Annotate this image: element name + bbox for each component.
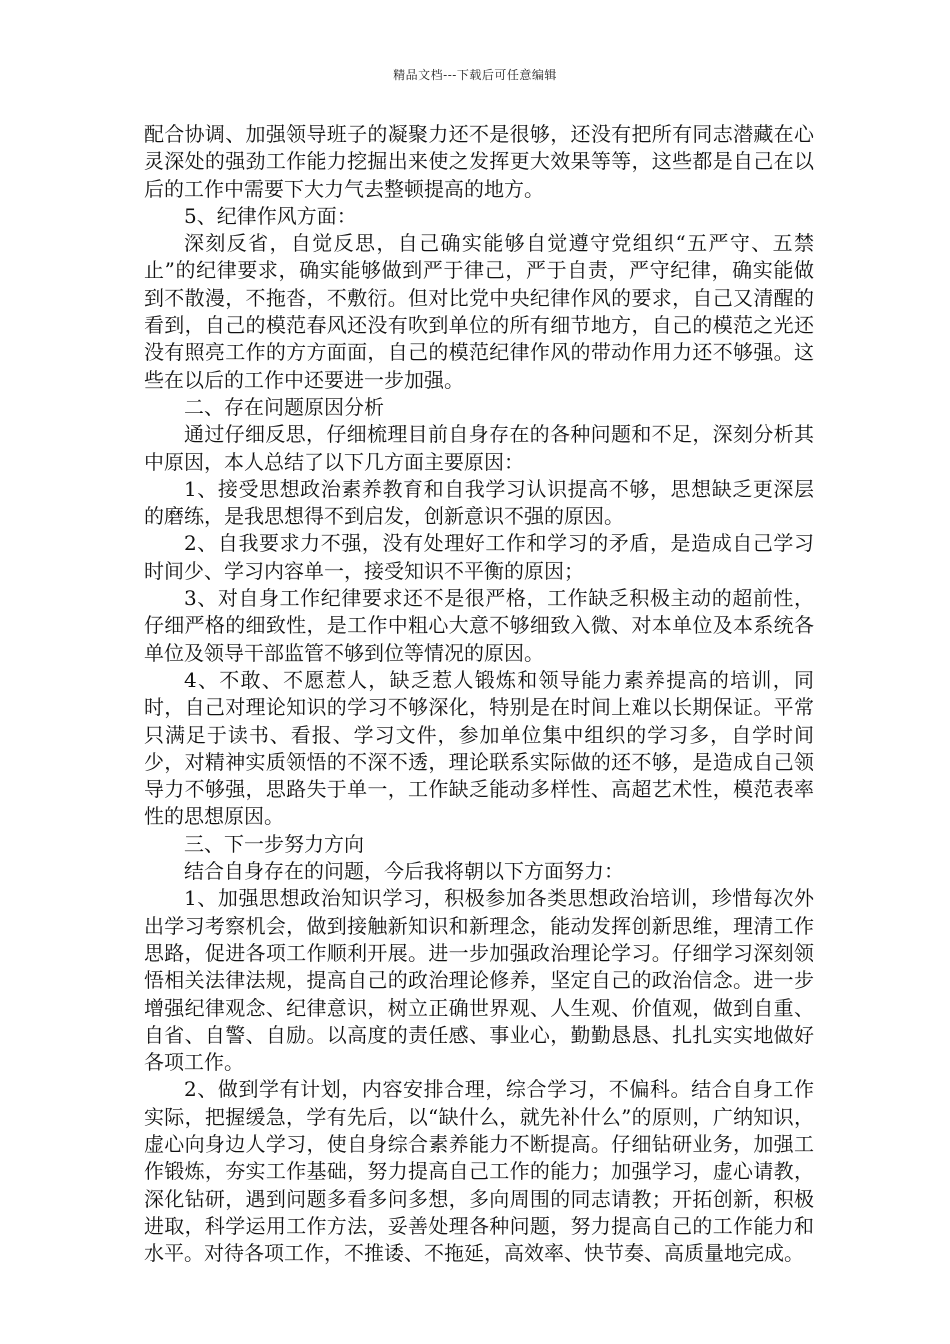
paragraph: 2、做到学有计划，内容安排合理，综合学习，不偏科。结合自身工作实际，把握缓急，学有先后，以“缺什么，就先补什么”的原则，广纳知识，虚心向身边人学习，使自身综合素养能力不断提高。仔细钻研业务，加强工作锻炼，夯实工作基础，努力提高自己工作的能力；加强学习，虚心请教，深化钻研，遇到问题多看多问多想，多向周围的同志请教；开拓创新，积极进取，科学运用工作方法，妥善处理各种问题，努力提高自己的工作能力和水平。对待各项工作，不推诿、不拖延，高效率、快节奏、高质量地完成。 xyxy=(144,1077,814,1266)
paragraph: 3、对自身工作纪律要求还不是很严格，工作缺乏积极主动的超前性，仔细严格的细致性，是工作中粗心大意不够细致入微、对本单位及本系统各单位及领导干部监管不够到位等情况的原因。 xyxy=(144,586,814,665)
paragraph: 1、加强思想政治知识学习，积极参加各类思想政治培训，珍惜每次外出学习考察机会，做到接触新知识和新理念，能动发挥创新思维，理清工作思路，促进各项工作顺利开展。进一步加强政治理论学习。仔细学习深刻领悟相关法律法规，提高自己的政治理论修养，坚定自己的政治信念。进一步增强纪律观念、纪律意识，树立正确世界观、人生观、价值观，做到自重、自省、自警、自励。以高度的责任感、事业心，勤勤恳恳、扎扎实实地做好各项工作。 xyxy=(144,886,814,1075)
paragraph: 结合自身存在的问题，今后我将朝以下方面努力： xyxy=(184,859,624,884)
document-body xyxy=(144,121,814,1267)
page-header: 精品文档---下载后可任意编辑 xyxy=(393,68,557,82)
paragraph: 通过仔细反思，仔细梳理目前自身存在的各种问题和不足，深刻分析其中原因，本人总结了以下几方面主要原因： xyxy=(144,422,814,474)
paragraph: 2、自我要求力不强，没有处理好工作和学习的矛盾，是造成自己学习时间少、学习内容单一，接受知识不平衡的原因； xyxy=(144,531,814,583)
section-heading: 三、下一步努力方向 xyxy=(184,831,364,856)
paragraph: 4、不敢、不愿惹人，缺乏惹人锻炼和领导能力素养提高的培训，同时，自己对理论知识的学习不够深化，特别是在时间上难以长期保证。平常只满足于读书、看报、学习文件，参加单位集中组织的学习多，自学时间少，对精神实质领悟的不深不透，理论联系实际做的还不够，是造成自己领导力不够强，思路失于单一，工作缺乏能动多样性、高超艺术性，模范表率性的思想原因。 xyxy=(144,667,814,829)
paragraph: 深刻反省，自觉反思，自己确实能够自觉遵守党组织“五严守、五禁止”的纪律要求，确实能够做到严于律己，严于自责，严守纪律，确实能做到不散漫，不拖沓，不敷衍。但对比党中央纪律作风的要求，自己又清醒的看到，自己的模范春风还没有吹到单位的所有细节地方，自己的模范之光还没有照亮工作的方方面面，自己的模范纪律作风的带动作用力还不够强。这些在以后的工作中还要进一步加强。 xyxy=(144,231,814,392)
section-heading: 5、纪律作风方面： xyxy=(184,203,357,228)
section-heading: 二、存在问题原因分析 xyxy=(184,394,384,419)
paragraph: 1、接受思想政治素养教育和自我学习认识提高不够，思想缺乏更深层的磨练，是我思想得不到启发，创新意识不强的原因。 xyxy=(144,476,814,529)
paragraph: 配合协调、加强领导班子的凝聚力还不是很够，还没有把所有同志潜藏在心灵深处的强劲工作能力挖掘出来使之发挥更大效果等等，这些都是自己在以后的工作中需要下大力气去整顿提高的地方。 xyxy=(144,122,814,201)
